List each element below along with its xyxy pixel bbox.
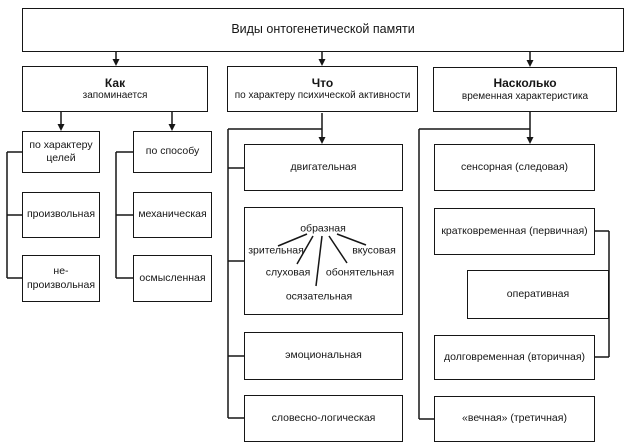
node-eternal-label: «вечная» (третичная)	[462, 412, 567, 425]
node-involuntary	[22, 255, 100, 302]
node-by-goals-label: по характеру целей	[29, 138, 93, 164]
node-tactile-label: осязательная	[285, 290, 353, 303]
node-mechanical-label: механическая	[138, 208, 207, 221]
node-short-term-label: кратковременная (первичная)	[441, 224, 588, 237]
node-operative-label: оперативная	[506, 287, 570, 300]
branch-what-title: Что	[311, 75, 334, 90]
node-operative	[467, 270, 609, 319]
node-long-term-label: долговременная (вторичная)	[443, 350, 586, 363]
node-motor	[244, 144, 403, 191]
node-meaningful	[133, 255, 212, 302]
node-olfactory-label: обонятельная	[325, 266, 395, 279]
branch-how-title: Как	[104, 75, 126, 90]
node-mechanical	[133, 192, 212, 238]
node-sensory	[434, 144, 595, 191]
node-emotional-label: эмоциональная	[285, 349, 362, 362]
node-figurative-group	[244, 207, 403, 315]
node-auditory-label: слуховая	[265, 266, 311, 279]
node-emotional	[244, 332, 403, 380]
node-voluntary	[22, 192, 100, 238]
node-by-method	[133, 131, 212, 173]
node-voluntary-label: произвольная	[26, 208, 96, 221]
node-branch-howlong	[433, 67, 617, 112]
node-eternal	[434, 396, 595, 442]
node-figurative-label: образная	[300, 222, 346, 235]
branch-what-subtitle: по характеру психической активности	[234, 90, 411, 102]
branch-howlong-subtitle: временная характеристика	[461, 90, 589, 102]
branch-howlong-title: Насколько	[493, 76, 557, 91]
node-gustatory-label: вкусовая	[352, 244, 396, 257]
branch-how-subtitle: запоминается	[82, 90, 148, 102]
node-long-term	[434, 335, 595, 380]
node-verbal-logical	[244, 395, 403, 442]
node-involuntary-label: не-произвольная	[26, 265, 96, 291]
node-short-term	[434, 208, 595, 255]
node-sensory-label: сенсорная (следовая)	[460, 160, 569, 173]
node-root-label: Виды онтогенетической памяти	[231, 22, 415, 37]
node-meaningful-label: осмысленная	[139, 271, 206, 284]
node-motor-label: двигательная	[290, 160, 357, 173]
node-by-goals	[22, 131, 100, 173]
node-by-method-label: по способу	[145, 145, 200, 158]
node-visual-label: зрительная	[248, 244, 304, 257]
node-root	[22, 8, 624, 52]
node-branch-how	[22, 66, 208, 112]
node-verbal-logical-label: словесно-логическая	[271, 411, 376, 424]
node-branch-what	[227, 66, 418, 112]
